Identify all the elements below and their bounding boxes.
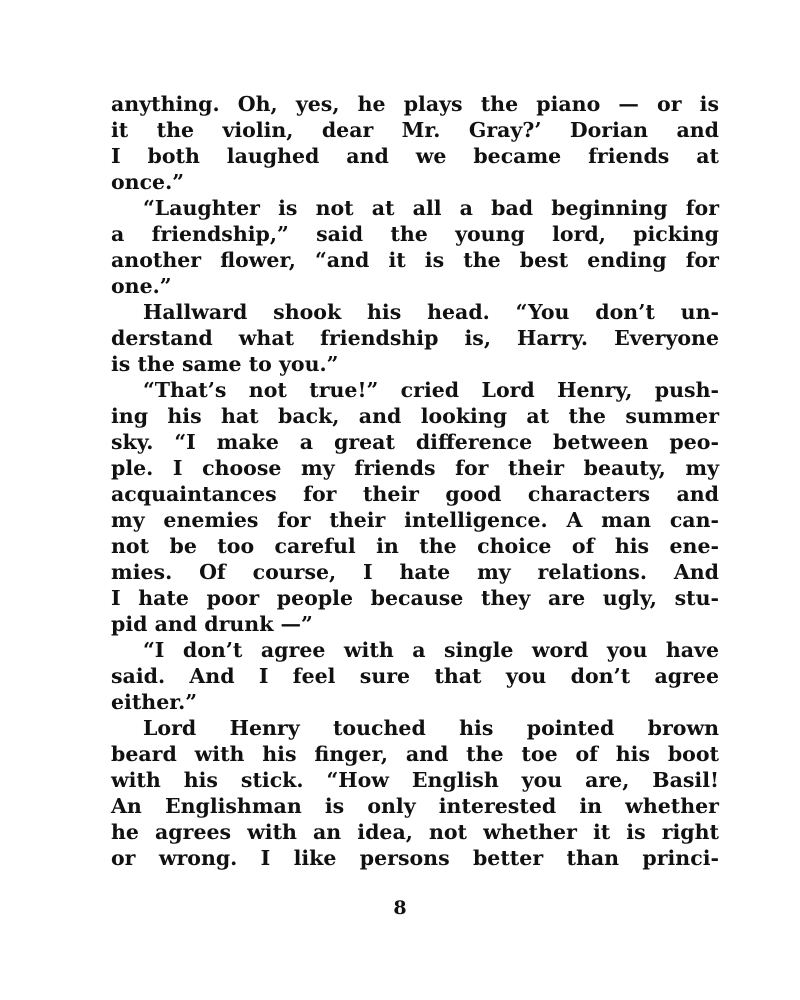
page-number: 8 (393, 897, 407, 919)
text-line: once.” (111, 170, 185, 194)
text-line: he agrees with an idea, not whether it is right (111, 820, 719, 844)
text-line: sky. “I make a great difference between peo- (111, 430, 719, 454)
paragraph (111, 91, 719, 195)
text-line: An Englishman is only interested in whether (111, 794, 719, 818)
text-line: ple. I choose my friends for their beauty, my (111, 456, 719, 480)
text-line: anything. Oh, yes, he plays the piano — or is (111, 92, 719, 116)
text-line: beard with his finger, and the toe of his boot (111, 742, 719, 766)
text-line: “I don’t agree with a single word you have (143, 638, 719, 662)
paragraph (111, 299, 719, 377)
text-line: I both laughed and we became friends at (111, 144, 719, 168)
text-line: with his stick. “How English you are, Basil! (111, 768, 719, 792)
text-line: mies. Of course, I hate my relations. And (111, 560, 719, 584)
text-line: is the same to you.” (111, 352, 339, 376)
text-line: I hate poor people because they are ugly, stu- (111, 586, 719, 610)
text-line: not be too careful in the choice of his ene- (111, 534, 719, 558)
text-line: pid and drunk —” (111, 612, 313, 636)
paragraph (111, 637, 719, 715)
text-line: one.” (111, 274, 172, 298)
body-text (111, 91, 719, 871)
paragraph (111, 195, 719, 299)
text-line: acquaintances for their good characters and (111, 482, 719, 506)
text-line: it the violin, dear Mr. Gray?’ Dorian and (111, 118, 719, 142)
text-line: ing his hat back, and looking at the summer (111, 404, 719, 428)
paragraph (111, 715, 719, 871)
text-line: my enemies for their intelligence. A man can- (111, 508, 719, 532)
text-line: said. And I feel sure that you don’t agree (111, 664, 719, 688)
text-line: either.” (111, 690, 198, 714)
text-line: derstand what friendship is, Harry. Everyone (111, 326, 719, 350)
text-line: Hallward shook his head. “You don’t un- (143, 300, 719, 324)
text-line: Lord Henry touched his pointed brown (143, 716, 719, 740)
text-line: another flower, “and it is the best ending for (111, 248, 719, 272)
text-line: or wrong. I like persons better than princi- (111, 846, 719, 870)
text-line: “That’s not true!” cried Lord Henry, push- (143, 378, 719, 402)
text-line: “Laughter is not at all a bad beginning for (143, 196, 719, 220)
paragraph (111, 377, 719, 637)
text-line: a friendship,” said the young lord, picking (111, 222, 719, 246)
